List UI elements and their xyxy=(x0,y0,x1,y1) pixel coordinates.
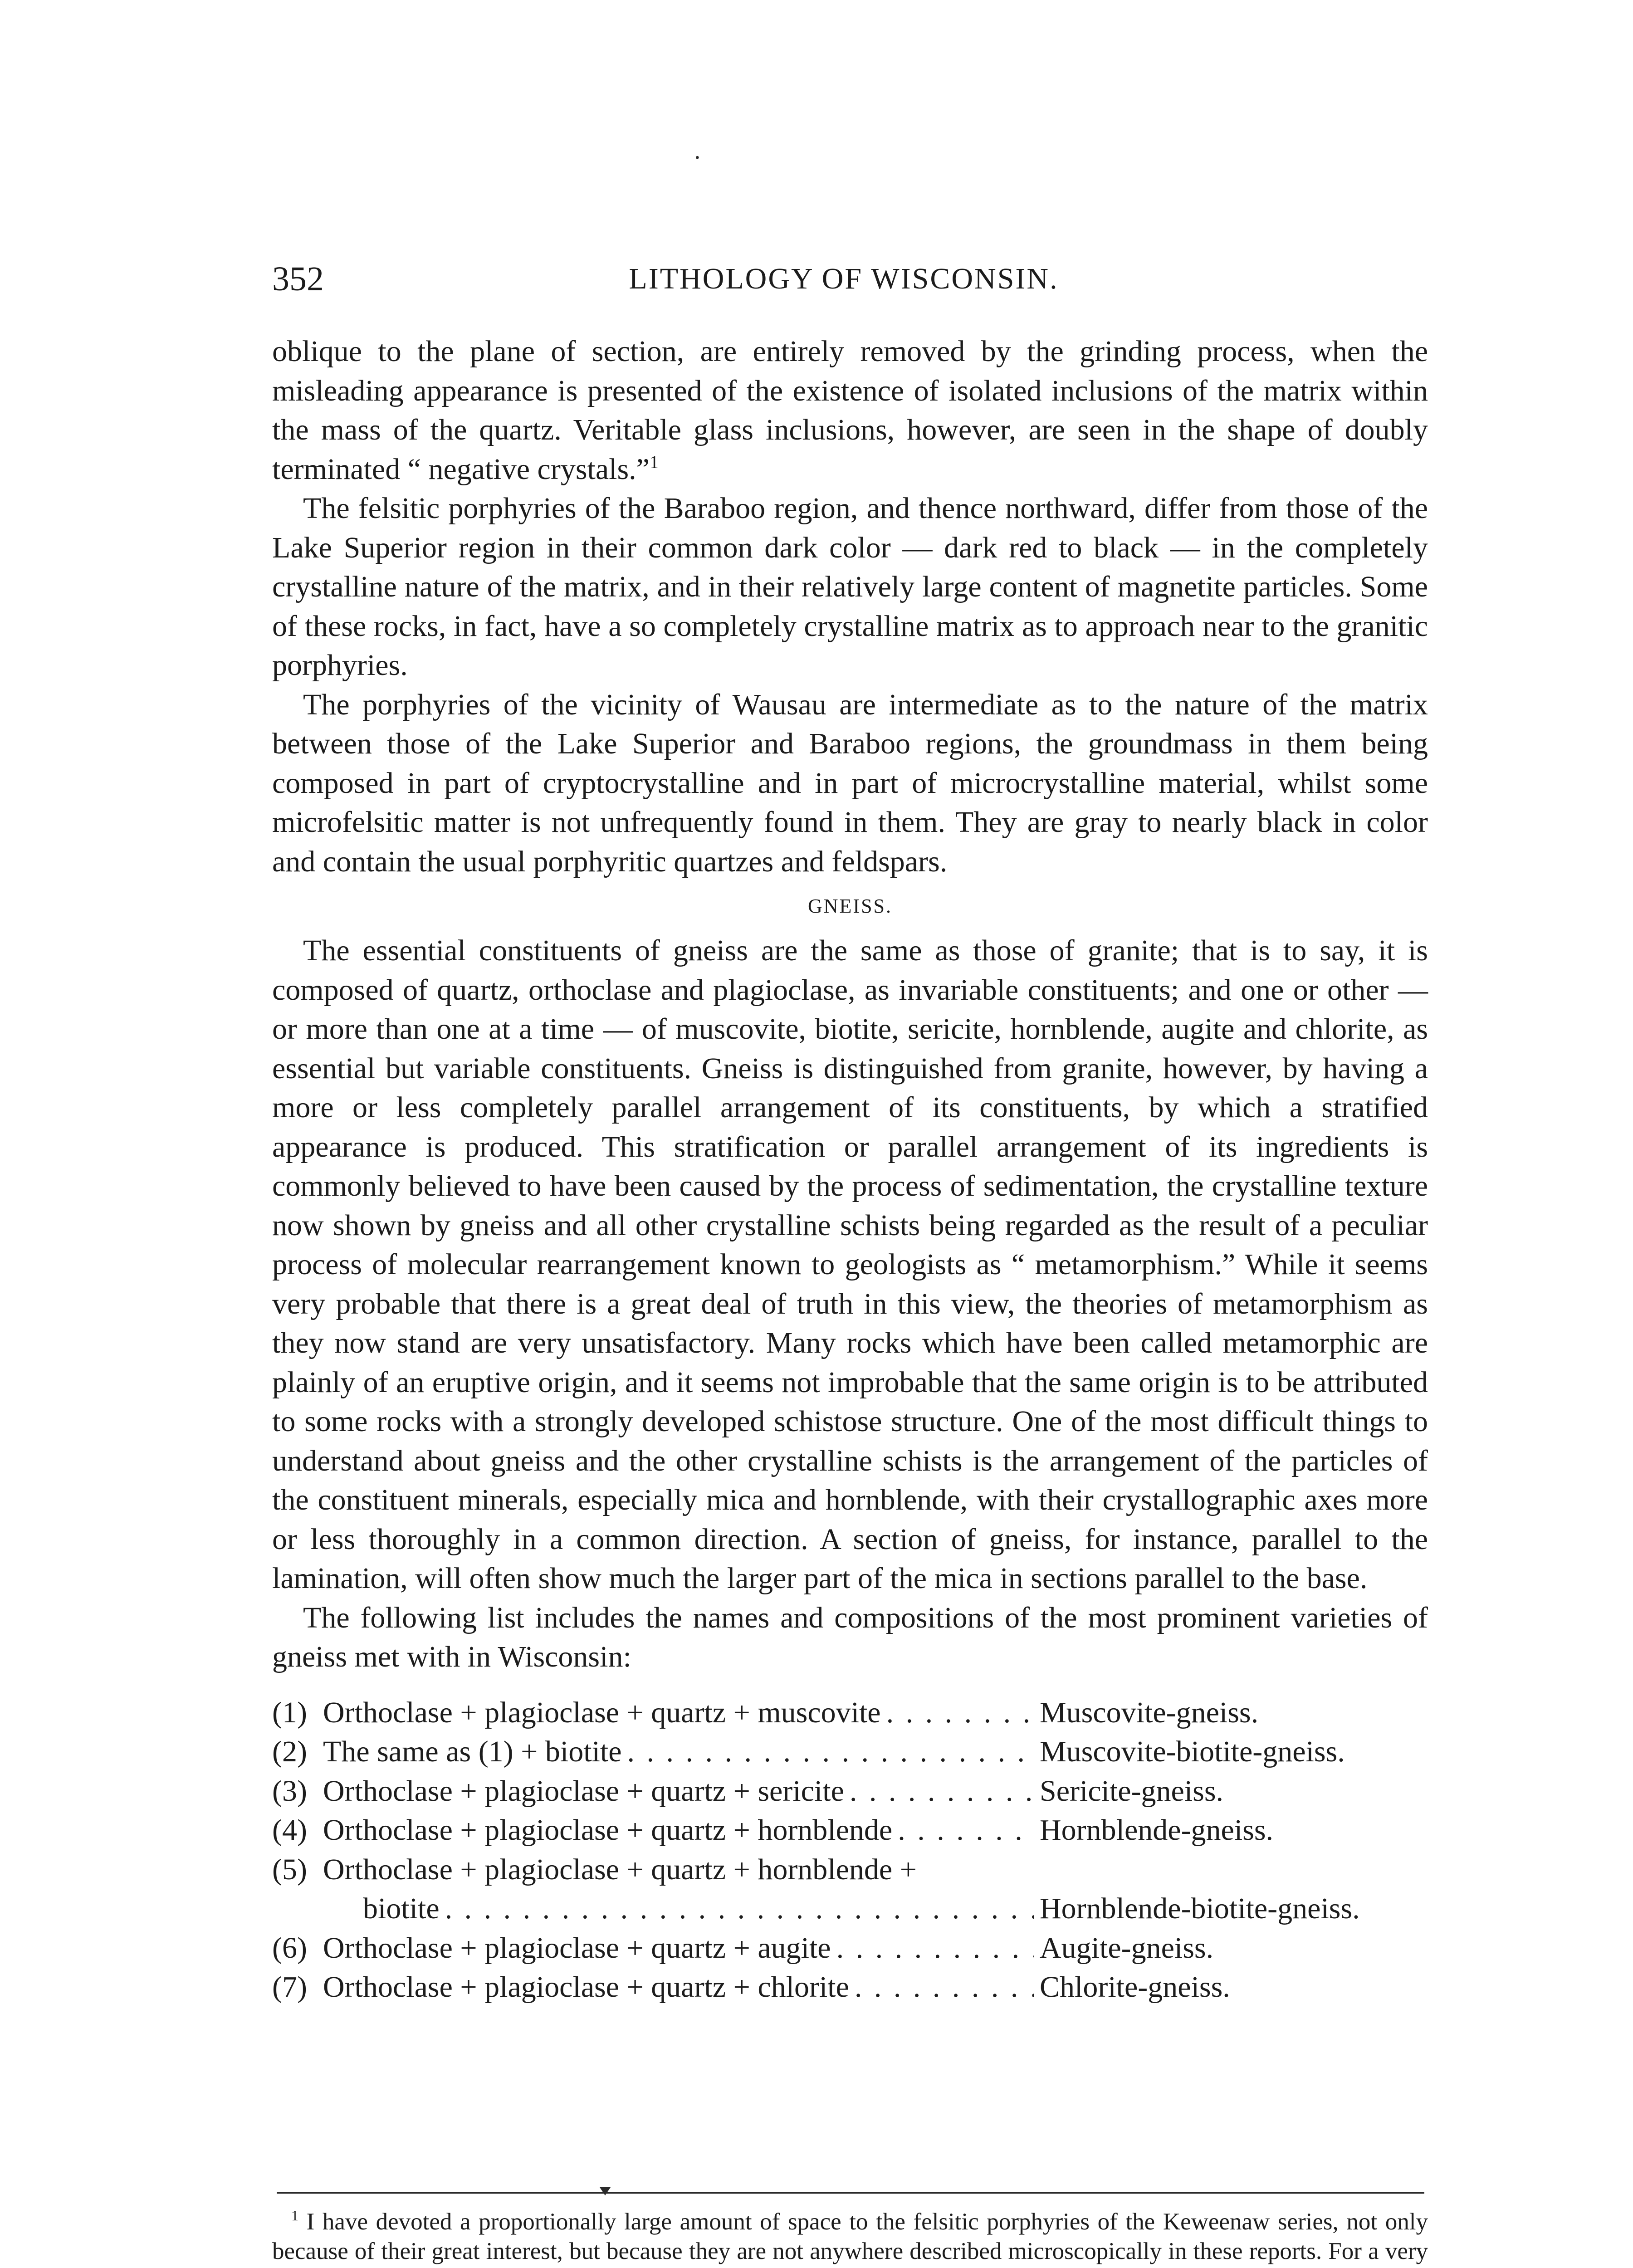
dot-leader xyxy=(886,1693,1034,1733)
list-item-name: Augite-gneiss. xyxy=(1040,1931,1214,1965)
list-item-number: (1) xyxy=(272,1696,307,1729)
footnote-text: I have devoted a proportionally large amount of space to the felsitic porphyries of the Keweenaw series, not only because of their great interest, but because they are not anywhere described microscopically in these reports. For a very xyxy=(272,2209,1428,2264)
dot-leader xyxy=(445,1889,1034,1929)
footnote-reference: 1 xyxy=(649,451,659,472)
list-item-name: Sericite-gneiss. xyxy=(1040,1774,1224,1808)
list-item-number: (7) xyxy=(272,1970,307,2004)
footnote-divider xyxy=(277,2192,1424,2194)
paragraph-baraboo: The felsitic porphyries of the Baraboo region, and thence northward, differ from those of the Lake Superior region in their common dark color — dark red to black — in the completely crystalline nature of the matrix, and in their relatively large content of magnetite particles. Some of these rocks, in fact, have a so completely crystalline matrix as to approach near to the granitic porphyries. xyxy=(272,492,1428,682)
list-item xyxy=(272,1850,1428,1890)
dot-leader xyxy=(898,1811,1034,1850)
page-number: 352 xyxy=(272,260,324,298)
list-item-formula: Orthoclase + plagioclase + quartz + hornblende xyxy=(323,1813,893,1847)
divider-mark xyxy=(600,2187,611,2195)
dot-leader xyxy=(850,1772,1034,1811)
page-header xyxy=(272,259,1415,299)
list-item xyxy=(272,1693,1428,1733)
footnote xyxy=(272,2207,1428,2268)
list-item-name: Muscovite-gneiss. xyxy=(1040,1696,1259,1729)
list-item-name: Hornblende-biotite-gneiss. xyxy=(1040,1892,1360,1925)
list-item-number: (3) xyxy=(272,1774,307,1808)
list-item-formula: Orthoclase + plagioclase + quartz + chlorite xyxy=(323,1970,849,2004)
list-item-name: Hornblende-gneiss. xyxy=(1040,1813,1274,1847)
section-heading-gneiss: GNEISS. xyxy=(807,895,893,917)
body-text xyxy=(272,332,1428,2007)
list-item-formula: The same as (1) + biotite xyxy=(323,1735,622,1768)
list-item-continuation xyxy=(272,1889,1428,1929)
dot-leader xyxy=(855,1968,1034,2007)
list-item-formula: Orthoclase + plagioclase + quartz + hornblende + xyxy=(323,1853,917,1886)
list-item xyxy=(272,1811,1428,1850)
list-item xyxy=(272,1772,1428,1811)
paragraph-gneiss-list-intro: The following list includes the names and compositions of the most prominent varieties of gneiss met with in Wisconsin: xyxy=(272,1601,1428,1673)
list-item xyxy=(272,1732,1428,1772)
dot-leader xyxy=(836,1929,1034,1968)
list-item-number: (4) xyxy=(272,1813,307,1847)
list-item-name: Chlorite-gneiss. xyxy=(1040,1970,1230,2004)
paragraph-continuation xyxy=(272,332,1428,489)
dot-leader xyxy=(627,1732,1034,1772)
list-item-formula: Orthoclase + plagioclase + quartz + muscovite xyxy=(323,1696,881,1729)
running-head: LITHOLOGY OF WISCONSIN. xyxy=(629,262,1059,295)
paragraph-wausau: The porphyries of the vicinity of Wausau are intermediate as to the nature of the matrix between those of the Lake Superior and Baraboo regions, the groundmass in them being composed in part of cryptocrystalline and in part of microcrystalline material, whilst some microfelsitic matter is not unfrequently found in them. They are gray to nearly black in color and contain the usual porphyritic quartzes and feldspars. xyxy=(272,688,1428,878)
gneiss-varieties-list xyxy=(272,1693,1428,2007)
footnote-paragraph xyxy=(272,2207,1428,2268)
list-item-formula: Orthoclase + plagioclase + quartz + augite xyxy=(323,1931,831,1965)
footnote-marker: 1 xyxy=(291,2207,298,2224)
list-item-number: (2) xyxy=(272,1735,307,1768)
list-item-formula-continuation: biotite xyxy=(363,1892,440,1925)
list-item-formula: Orthoclase + plagioclase + quartz + sericite xyxy=(323,1774,844,1808)
print-speck: · xyxy=(693,144,702,172)
list-item-number: (6) xyxy=(272,1931,307,1965)
paragraph-gneiss-constituents: The essential constituents of gneiss are the same as those of granite; that is to say, it is composed of quartz, orthoclase and plagioclase, as invariable constituents; and one or other — or more than one at a time — of muscovite, biotite, sericite, hornblende, augite and chlorite, as essential but variable constituents. Gneiss is distinguished from granite, however, by having a more or less completely parallel arrangement of its constituents, by which a stratified appearance is produced. This stratification or parallel arrangement of its ingredients is commonly believed to have been caused by the process of sedimentation, the crystalline texture now shown by gneiss and all other crystalline schists being regarded as the result of a peculiar process of molecular rearrangement known to geologists as “ metamorphism.” While it seems very probable that there is a great deal of truth in this view, the theories of metamorphism as they now stand are very unsatisfactory. Many rocks which have been called metamorphic are plainly of an eruptive origin, and it seems not improbable that the same origin is to be attributed to some rocks with a strongly developed schistose structure. One of the most difficult things to understand about gneiss and the other crystalline schists is the arrangement of the particles of the constituent minerals, especially mica and hornblende, with their crystallographic axes more or less thoroughly in a common direction. A section of gneiss, for instance, parallel to the lamination, will often show much the larger part of the mica in sections parallel to the base. xyxy=(272,934,1428,1595)
paragraph-text: oblique to the plane of section, are entirely removed by the grinding process, when the misleading appearance is presented of the existence of isolated inclusions of the matrix within the mass of the quartz. Veritable glass inclusions, however, are seen in the shape of doubly terminated “ negative crystals.” xyxy=(272,335,1428,486)
list-item-number: (5) xyxy=(272,1853,307,1886)
list-item xyxy=(272,1929,1428,1968)
list-item xyxy=(272,1968,1428,2007)
list-item-name: Muscovite-biotite-gneiss. xyxy=(1040,1735,1345,1768)
